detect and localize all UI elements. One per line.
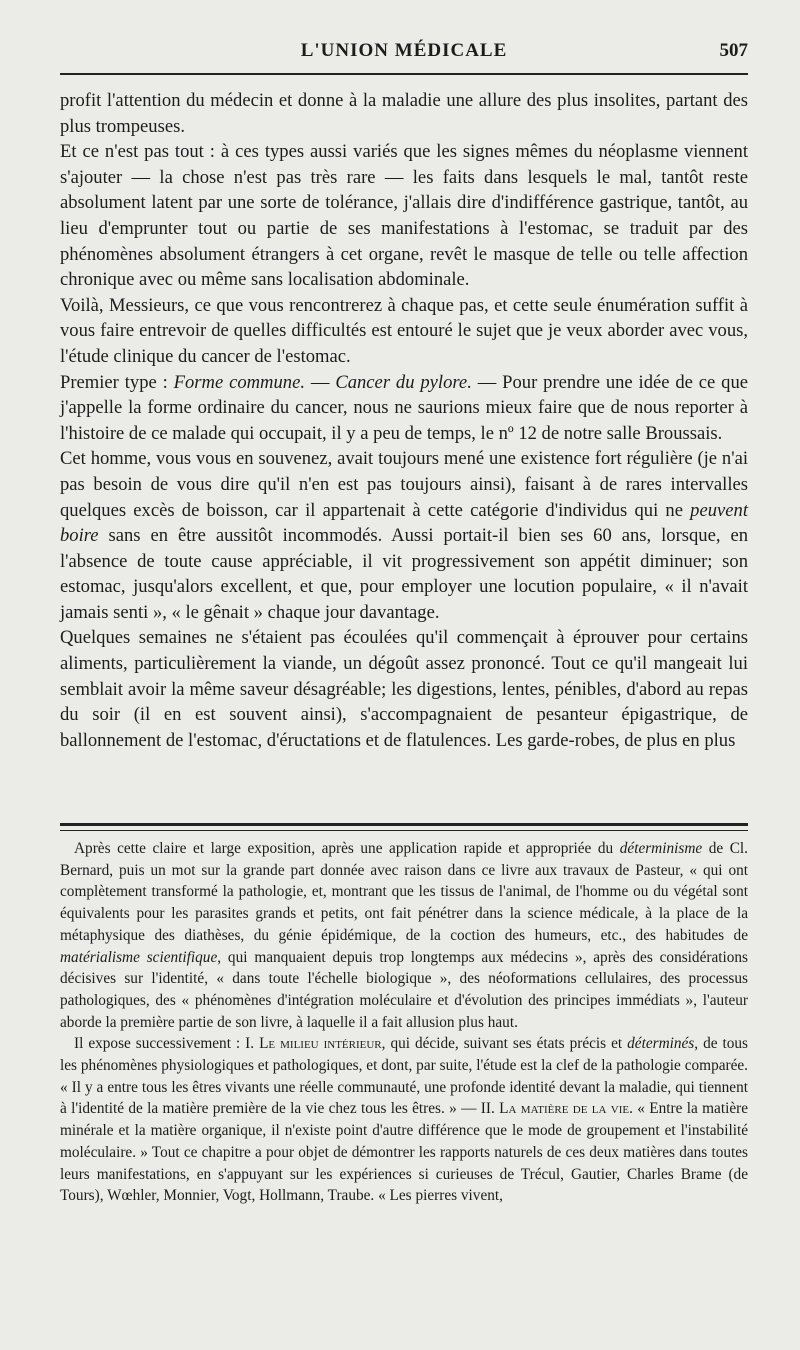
text-run: — Pour prendre une idée de ce que j'appelle la forme ordinaire du cancer, nous ne saurions mieux faire que de nous reporter à l'histoire de ce malade qui occupait, il y a peu de temps, le nº 12 de notre salle Broussais. (60, 371, 748, 444)
italic-text: déterminisme (619, 840, 703, 857)
page-number: 507 (719, 40, 748, 61)
text-run: Premier type : (60, 371, 174, 393)
text-run: de Cl. Bernard, puis un mot sur la grande part donnée avec raison dans ce livre aux travaux de Pasteur, « qui ont complètement transformé la pathologie, et, montrant que les tissus de l'animal, de l'homme ou du végétal sont équivalents pour les parasites grands et petits, ont fait pénétrer dans la science médicale, à la place de la métaphysique des diathèses, du génie épidémique, de la coction des humeurs, etc., des habitudes de (60, 840, 748, 944)
text-run: Cet homme, vous vous en souvenez, avait toujours mené une existence fort régulière (je n'ai pas besoin de vous dire qu'il n'en est pas toujours ainsi), faisant à de rares intervalles quelques excès de boisson, car il appartenait à cette catégorie d'individus qui ne (60, 448, 748, 521)
text-run: sans en être aussitôt incommodés. Aussi portait-il bien ses 60 ans, lorsque, en l'absence de toute cause appréciable, il vit progressivement son appétit diminuer; son estomac, jusqu'alors excellent, et que, pour employer une locution populaire, « il n'avait jamais senti », « le gênait » chaque jour davantage. (60, 525, 748, 623)
italic-text: peuvent boire (60, 499, 748, 547)
paragraph: Quelques semaines ne s'étaient pas écoulées qu'il commençait à éprouver pour certains aliments, particulièrement la viande, un dégoût assez prononcé. Tout ce qu'il mangeait lui semblait avoir la même saveur désagréable; les digestions, lentes, pénibles, d'abord au repas du soir (il en est souvent ainsi), s'accompagnaient de pesanteur épigastrique, de ballonnement de l'estomac, d'éructations et de flatulences. Les garde-robes, de plus en plus (60, 627, 748, 751)
page-header (60, 40, 748, 70)
italic-text: Forme commune. (173, 371, 305, 393)
footnote (60, 838, 748, 1207)
header-rule (60, 73, 748, 75)
paragraph: Voilà, Messieurs, ce que vous rencontrerez à chaque pas, et cette seule énumération suffit à vous faire entrevoir de quelles difficultés est entouré le sujet que je veux aborder avec vous, l'étude clinique du cancer de l'estomac. (60, 294, 748, 367)
running-title: L'UNION MÉDICALE (300, 40, 508, 61)
paragraph (60, 370, 748, 447)
footnote-rule (60, 823, 748, 826)
footnote-rule-thin (60, 830, 748, 831)
footnote-paragraph (60, 838, 748, 1033)
text-run: , qui manquaient depuis trop longtemps aux médecins », après des considérations décisives sur l'identité, « dans toute l'échelle biologique », des néoformations cellulaires, des processus pathologiques, des « phénomènes d'intégration moléculaire et d'évolution des principes immédiats », l'auteur aborde la première partie de son livre, à laquelle il a fait allusion plus haut. (60, 948, 748, 1031)
italic-text: déterminés (627, 1035, 695, 1053)
main-text (60, 88, 748, 753)
paragraph: profit l'attention du médecin et donne à la maladie une allure des plus insolites, partant des plus trompeuses. (60, 90, 748, 137)
italic-text: matérialisme scientifique (60, 948, 218, 966)
text-run: Après cette claire et large exposition, après une application rapide et appropriée du (74, 840, 620, 857)
italic-text: Cancer du pylore. (335, 371, 472, 393)
text-run: « Entre la matière minérale et la matière organique, il n'existe point d'autre différence que le mode de groupement et l'instabilité moléculaire. » Tout ce chapitre a pour objet de démontrer les rapports naturels de ces deux matières dans toutes leurs manifestations, en s'appuyant sur les expériences si curieuses de Trécul, Gautier, Charles Brame (de Tours), Wœhler, Monnier, Vogt, Hollmann, Traube. « Les pierres vivent, (60, 1100, 748, 1205)
text-run: — (304, 371, 336, 393)
text-run: , de tous les phénomènes physiologiques et pathologiques, et dont, par suite, l'étude est la clef de la pathologie comparée. « Il y a entre tous les êtres vivants une réelle communauté, une profonde identité devant la maladie, qui tiennent à l'identité de la matière première de la vie chez tous les êtres. » — II. (60, 1035, 748, 1118)
text-run: Il expose successivement : I. (74, 1035, 260, 1053)
paragraph: Et ce n'est pas tout : à ces types aussi variés que les signes mêmes du néoplasme viennent s'ajouter — la chose n'est pas très rare — les faits dans lesquels le mal, tantôt reste absolument latent par une sorte de tolérance, j'allais dire d'indifférence gastrique, tantôt, au lieu d'emprunter tout ou partie de ses manifestations à l'estomac, se traduit par des phénomènes absolument étrangers à cet organe, revêt le masque de telle ou telle affection chronique avec ou même sans localisation abdominale. (60, 141, 748, 291)
small-caps-heading: Le milieu intérieur (259, 1035, 382, 1053)
footnote-paragraph (60, 1033, 748, 1207)
paragraph (60, 446, 748, 625)
small-caps-heading: La matière de la vie. (499, 1100, 633, 1118)
text-run: , qui décide, suivant ses états précis et (381, 1035, 628, 1053)
